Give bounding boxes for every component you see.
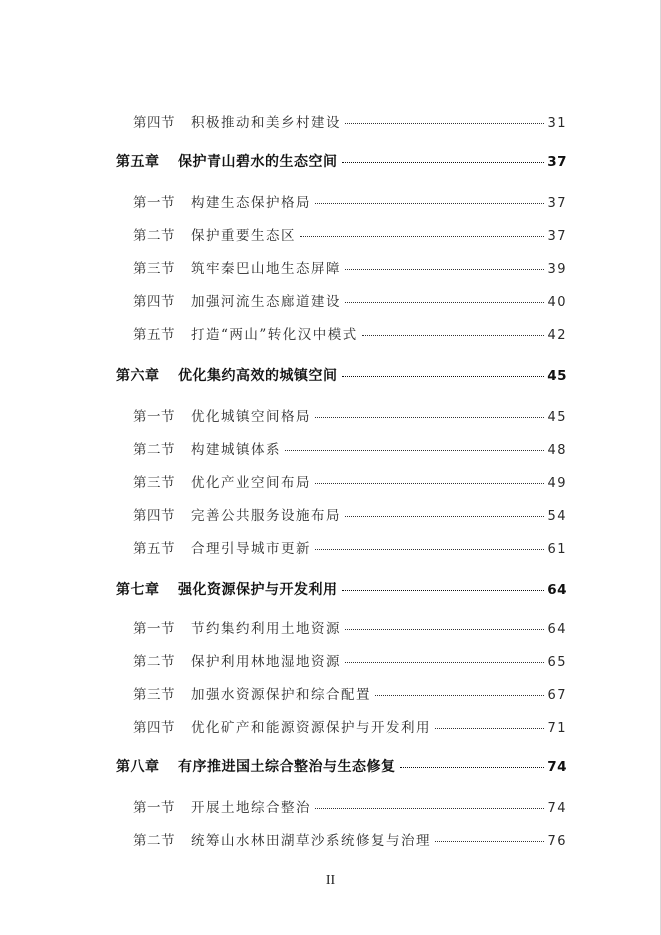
toc-section-entry[interactable]	[133, 323, 567, 343]
dot-leader	[315, 203, 544, 204]
toc-chapter-entry[interactable]	[116, 756, 567, 776]
dot-leader	[315, 549, 544, 550]
toc-entry-title: 打造“两山”转化汉中模式	[191, 327, 358, 343]
toc-entry-number: 第四节	[133, 115, 175, 131]
toc-section-entry[interactable]	[133, 829, 567, 849]
toc-page-number: 65	[547, 655, 567, 670]
toc-entry-title: 保护利用林地湿地资源	[191, 654, 341, 670]
toc-section-entry[interactable]	[133, 537, 567, 557]
toc-section-entry[interactable]	[133, 716, 567, 736]
toc-chapter-entry[interactable]	[116, 151, 567, 171]
toc-section-entry[interactable]	[133, 111, 567, 131]
dot-leader	[342, 376, 545, 377]
toc-entry-title: 筑牢秦巴山地生态屏障	[191, 261, 341, 277]
toc-entry-number: 第四节	[133, 720, 175, 736]
toc-entry-title: 节约集约利用土地资源	[191, 621, 341, 637]
toc-entry-number: 第二节	[133, 654, 175, 670]
toc-entry-number: 第五节	[133, 541, 175, 557]
toc-entry-number: 第三节	[133, 687, 175, 703]
dot-leader	[345, 662, 544, 663]
toc-entry-title: 优化集约高效的城镇空间	[178, 368, 338, 384]
toc-entry-title: 保护青山碧水的生态空间	[178, 154, 338, 170]
toc-page-number: 61	[547, 542, 567, 557]
toc-entry-title: 积极推动和美乡村建设	[191, 115, 341, 131]
toc-entry-number: 第五章	[116, 154, 160, 170]
toc-entry-title: 完善公共服务设施布局	[191, 508, 341, 524]
toc-entry-title: 加强河流生态廊道建设	[191, 294, 341, 310]
toc-entry-title: 优化矿产和能源资源保护与开发利用	[191, 720, 431, 736]
toc-page-number: 45	[547, 410, 567, 425]
toc-entry-number: 第二节	[133, 442, 175, 458]
dot-leader	[285, 450, 544, 451]
toc-page-number: 64	[547, 622, 567, 637]
toc-section-entry[interactable]	[133, 504, 567, 524]
toc-entry-title: 优化产业空间布局	[191, 475, 311, 491]
dot-leader	[315, 483, 544, 484]
page-number: II	[325, 873, 336, 888]
dot-leader	[435, 841, 544, 842]
toc-page-number: 39	[547, 262, 567, 277]
dot-leader	[315, 417, 544, 418]
toc-section-entry[interactable]	[133, 257, 567, 277]
toc-page-number: 37	[547, 229, 567, 244]
toc-entry-title: 加强水资源保护和综合配置	[191, 687, 371, 703]
toc-entry-title: 统筹山水林田湖草沙系统修复与治理	[191, 833, 431, 849]
toc-entry-title: 构建生态保护格局	[191, 195, 311, 211]
toc-section-entry[interactable]	[133, 683, 567, 703]
dot-leader	[345, 302, 544, 303]
dot-leader	[342, 162, 545, 163]
toc-page-number: 31	[547, 116, 567, 131]
toc-page-number: 71	[547, 721, 567, 736]
toc-entry-number: 第四节	[133, 508, 175, 524]
toc-entry-title: 构建城镇体系	[191, 442, 281, 458]
toc-entry-title: 优化城镇空间格局	[191, 409, 311, 425]
toc-entry-number: 第三节	[133, 475, 175, 491]
toc-entry-number: 第七章	[116, 582, 160, 598]
dot-leader	[375, 695, 544, 696]
toc-entry-title: 开展土地综合整治	[191, 800, 311, 816]
toc-page-number: 37	[547, 196, 567, 211]
toc-entry-number: 第四节	[133, 294, 175, 310]
toc-entry-number: 第一节	[133, 409, 175, 425]
toc-entry-title: 保护重要生态区	[191, 228, 296, 244]
dot-leader	[435, 728, 544, 729]
toc-section-entry[interactable]	[133, 650, 567, 670]
toc-page-number: 74	[547, 801, 567, 816]
toc-page-number: 48	[547, 443, 567, 458]
toc-section-entry[interactable]	[133, 438, 567, 458]
toc-section-entry[interactable]	[133, 405, 567, 425]
toc-section-entry[interactable]	[133, 617, 567, 637]
dot-leader	[342, 590, 545, 591]
toc-entry-number: 第一节	[133, 800, 175, 816]
toc-page-number: 42	[547, 328, 567, 343]
toc-page-number: 37	[547, 154, 567, 170]
toc-page-number: 45	[547, 368, 567, 384]
dot-leader	[345, 629, 544, 630]
toc-entry-number: 第三节	[133, 261, 175, 277]
toc-page-number: 49	[547, 476, 567, 491]
toc-page-number: 76	[547, 834, 567, 849]
toc-entry-title: 有序推进国土综合整治与生态修复	[178, 759, 396, 775]
toc-section-entry[interactable]	[133, 471, 567, 491]
toc-page-number: 54	[547, 509, 567, 524]
toc-entry-title: 合理引导城市更新	[191, 541, 311, 557]
dot-leader	[345, 516, 544, 517]
dot-leader	[345, 123, 544, 124]
toc-entry-title: 强化资源保护与开发利用	[178, 582, 338, 598]
dot-leader	[400, 767, 545, 768]
toc-entry-number: 第二节	[133, 833, 175, 849]
toc-chapter-entry[interactable]	[116, 579, 567, 599]
toc-entry-number: 第五节	[133, 327, 175, 343]
toc-chapter-entry[interactable]	[116, 365, 567, 385]
toc-section-entry[interactable]	[133, 796, 567, 816]
toc-page-number: 67	[547, 688, 567, 703]
dot-leader	[315, 808, 544, 809]
toc-section-entry[interactable]	[133, 290, 567, 310]
toc-page-number: 74	[547, 759, 567, 775]
toc-section-entry[interactable]	[133, 224, 567, 244]
toc-entry-number: 第二节	[133, 228, 175, 244]
toc-entry-number: 第六章	[116, 368, 160, 384]
toc-page-number: 40	[547, 295, 567, 310]
dot-leader	[300, 236, 544, 237]
toc-section-entry[interactable]	[133, 191, 567, 211]
dot-leader	[362, 335, 545, 336]
toc-entry-number: 第一节	[133, 621, 175, 637]
dot-leader	[345, 269, 544, 270]
toc-entry-number: 第八章	[116, 759, 160, 775]
toc-page-number: 64	[547, 582, 567, 598]
toc-entry-number: 第一节	[133, 195, 175, 211]
